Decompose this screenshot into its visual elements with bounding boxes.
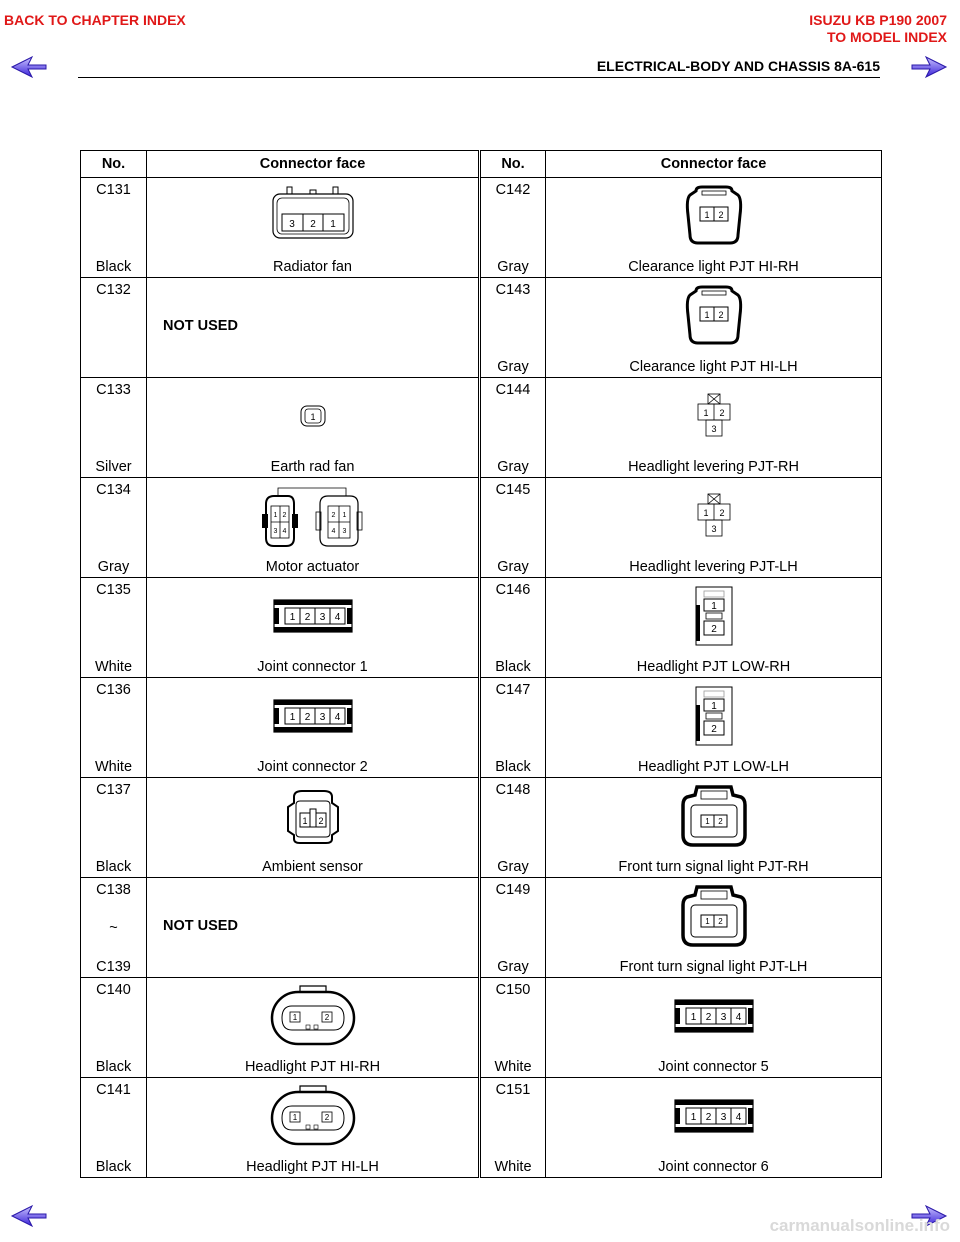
table-row: [81, 878, 882, 978]
svg-text:2: 2: [717, 210, 724, 220]
connector-number-cell: [81, 478, 146, 577]
svg-text:2: 2: [324, 1113, 329, 1122]
svg-text:2: 2: [309, 219, 316, 230]
connector-color: Black: [95, 859, 132, 875]
svg-text:2: 2: [710, 624, 717, 635]
connector-number: C141: [96, 1082, 131, 1098]
svg-text:3: 3: [720, 1112, 726, 1123]
svg-text:1: 1: [329, 219, 336, 230]
connector-number-cell: [81, 1078, 146, 1177]
svg-text:2: 2: [710, 724, 717, 735]
connector-number-cell: [481, 278, 545, 377]
connector-color: White: [494, 1159, 532, 1175]
model-index-link[interactable]: [809, 12, 947, 46]
connector-color: Gray: [497, 959, 529, 975]
connector-3pin-face-icon: [692, 492, 736, 540]
svg-text:4: 4: [735, 1112, 741, 1123]
not-used-label: NOT USED: [163, 318, 238, 334]
connector-color: Gray: [497, 359, 529, 375]
connector-face-cell: [546, 278, 881, 377]
connector-name: Motor actuator: [265, 559, 360, 575]
connector-color: White: [94, 759, 133, 775]
connector-face-cell: [147, 278, 478, 377]
previous-page-arrow-icon[interactable]: [10, 55, 48, 79]
connector-2pin-face-icon: [679, 883, 749, 949]
connector-color: White: [494, 1059, 532, 1075]
connector-name: Clearance light PJT HI-RH: [628, 259, 799, 275]
connector-number-cell: [81, 878, 146, 977]
connector-4pin-face-icon: [672, 1094, 756, 1138]
connector-number: C136: [96, 682, 131, 698]
table-row: [81, 1078, 882, 1178]
connector-number-cell: [481, 378, 545, 477]
connector-2pin-round-face-icon: [268, 1084, 358, 1148]
model-title-line: ISUZU KB P190 2007: [809, 12, 947, 28]
connector-2pin-face-icon: [684, 285, 744, 347]
connector-name: Headlight PJT HI-RH: [244, 1059, 381, 1075]
header-rule: [78, 77, 880, 78]
connector-4pin-pair-face-icon: [258, 484, 368, 548]
connector-number: C142: [495, 182, 531, 198]
connector-name: Joint connector 2: [257, 759, 368, 775]
table-row: [81, 378, 882, 478]
svg-text:3: 3: [319, 712, 325, 723]
connector-number: C132: [96, 282, 131, 298]
svg-text:2: 2: [304, 612, 310, 623]
next-page-arrow-icon[interactable]: [910, 55, 948, 79]
connector-color: Black: [95, 259, 132, 275]
previous-page-arrow-icon[interactable]: [10, 1204, 48, 1228]
svg-text:1: 1: [292, 1113, 297, 1122]
connector-color: Gray: [497, 559, 529, 575]
column-header-no: No.: [480, 151, 546, 178]
connector-color: Gray: [497, 259, 529, 275]
to-model-index-line[interactable]: TO MODEL INDEX: [826, 29, 947, 45]
connector-number-range-end: C139: [96, 959, 131, 975]
connector-face-cell: [147, 578, 478, 677]
connector-name: Earth rad fan: [270, 459, 355, 475]
connector-3pin-face-icon: [267, 186, 359, 246]
not-used-label: NOT USED: [163, 918, 238, 934]
connector-number: C133: [96, 382, 131, 398]
connector-number-cell: [81, 978, 146, 1077]
svg-text:4: 4: [282, 528, 286, 535]
column-header-connector-face: Connector face: [546, 151, 882, 178]
connector-name: Joint connector 1: [257, 659, 368, 675]
table-row: [81, 778, 882, 878]
connector-face-cell: [546, 478, 881, 577]
svg-text:4: 4: [334, 612, 340, 623]
connector-face-cell: [147, 878, 478, 977]
svg-text:2: 2: [331, 512, 335, 519]
connector-number: C151: [495, 1082, 531, 1098]
svg-text:3: 3: [720, 1012, 726, 1023]
svg-text:1: 1: [301, 816, 308, 826]
connector-color: Silver: [95, 459, 132, 475]
connector-name: Radiator fan: [273, 259, 352, 275]
svg-text:3: 3: [342, 528, 346, 535]
connector-number: C145: [495, 482, 531, 498]
connector-number: C131: [96, 182, 131, 198]
connector-number-cell: [81, 678, 146, 777]
connector-name: Headlight levering PJT-RH: [628, 459, 799, 475]
connector-name: Joint connector 5: [658, 1059, 769, 1075]
connector-face-cell: [546, 978, 881, 1077]
svg-text:3: 3: [710, 524, 717, 534]
connector-4pin-face-icon: [271, 694, 355, 738]
connector-2pin-vertical-face-icon: [692, 685, 736, 747]
svg-text:1: 1: [289, 712, 295, 723]
connector-name: Headlight PJT HI-LH: [246, 1159, 379, 1175]
connector-number: C137: [96, 782, 131, 798]
connector-face-cell: [147, 378, 478, 477]
connector-face-cell: [147, 178, 478, 277]
svg-text:1: 1: [703, 310, 710, 320]
svg-text:1: 1: [289, 612, 295, 623]
connector-4pin-face-icon: [271, 594, 355, 638]
svg-text:3: 3: [319, 612, 325, 623]
connector-3pin-face-icon: [692, 392, 736, 440]
connector-color: Gray: [497, 459, 529, 475]
connector-2pin-vertical-face-icon: [692, 585, 736, 647]
svg-text:1: 1: [710, 701, 717, 712]
connector-number-cell: [481, 678, 545, 777]
connector-color: Black: [495, 759, 531, 775]
connector-face-cell: [546, 578, 881, 677]
connector-number-cell: [81, 378, 146, 477]
connector-color: Gray: [497, 859, 529, 875]
svg-text:2: 2: [324, 1013, 329, 1022]
connector-color: Gray: [97, 559, 130, 575]
connector-name: Headlight levering PJT-LH: [629, 559, 798, 575]
connector-number-cell: [81, 778, 146, 877]
svg-text:3: 3: [710, 424, 717, 434]
svg-text:4: 4: [334, 712, 340, 723]
connector-number-cell: [481, 778, 545, 877]
connector-name: Front turn signal light PJT-LH: [619, 959, 808, 975]
connector-face-cell: [147, 478, 478, 577]
svg-text:2: 2: [717, 817, 723, 826]
connector-color: White: [94, 659, 133, 675]
svg-text:2: 2: [282, 512, 286, 519]
svg-text:1: 1: [702, 508, 709, 518]
connector-number-cell: [481, 878, 545, 977]
svg-text:2: 2: [718, 408, 725, 418]
connector-face-cell: [546, 178, 881, 277]
table-header-row: [81, 151, 882, 178]
svg-text:3: 3: [273, 528, 277, 535]
watermark: carmanualsonline.info: [769, 1216, 950, 1235]
back-to-chapter-index-link[interactable]: BACK TO CHAPTER INDEX: [4, 12, 186, 28]
svg-text:2: 2: [717, 310, 724, 320]
svg-text:2: 2: [705, 1112, 711, 1123]
connector-number: C143: [495, 282, 531, 298]
connector-face-cell: [147, 1078, 478, 1177]
connector-name: Ambient sensor: [262, 859, 363, 875]
svg-text:2: 2: [717, 917, 723, 926]
svg-text:1: 1: [292, 1013, 297, 1022]
connector-table: [80, 150, 882, 1178]
connector-face-cell: [147, 978, 478, 1077]
connector-2pin-round-face-icon: [268, 984, 358, 1048]
column-header-no: No.: [81, 151, 147, 178]
connector-number-cell: [481, 978, 545, 1077]
svg-text:1: 1: [273, 512, 277, 519]
connector-number: C150: [495, 982, 531, 998]
svg-text:1: 1: [690, 1012, 696, 1023]
connector-number: C149: [495, 882, 531, 898]
connector-face-cell: [546, 678, 881, 777]
page-header-title: ELECTRICAL-BODY AND CHASSIS 8A-615: [596, 58, 880, 74]
connector-4pin-face-icon: [672, 994, 756, 1038]
svg-text:1: 1: [702, 408, 709, 418]
connector-face-cell: [147, 678, 478, 777]
connector-1pin-face-icon: [298, 401, 328, 431]
connector-name: Joint connector 6: [658, 1159, 769, 1175]
connector-name: Front turn signal light PJT-RH: [618, 859, 809, 875]
table-row: [81, 578, 882, 678]
svg-text:1: 1: [703, 210, 710, 220]
connector-number: C138: [96, 882, 131, 898]
connector-face-cell: [147, 778, 478, 877]
connector-number-cell: [81, 278, 146, 377]
connector-number: C148: [495, 782, 531, 798]
connector-range-separator: ~: [109, 920, 118, 936]
connector-number: C144: [495, 382, 531, 398]
svg-text:1: 1: [690, 1112, 696, 1123]
connector-name: Clearance light PJT HI-LH: [629, 359, 798, 375]
connector-number: C140: [96, 982, 131, 998]
connector-color: Black: [495, 659, 531, 675]
svg-text:2: 2: [705, 1012, 711, 1023]
connector-number-cell: [481, 178, 545, 277]
svg-text:2: 2: [317, 816, 324, 826]
connector-face-cell: [546, 778, 881, 877]
connector-number: C147: [495, 682, 531, 698]
svg-text:3: 3: [288, 219, 295, 230]
table-row: [81, 478, 882, 578]
connector-2pin-face-icon: [684, 185, 744, 247]
connector-number: C134: [96, 482, 131, 498]
connector-number-cell: [81, 578, 146, 677]
connector-face-cell: [546, 878, 881, 977]
connector-face-cell: [546, 1078, 881, 1177]
svg-text:4: 4: [331, 528, 335, 535]
table-row: [81, 278, 882, 378]
svg-text:4: 4: [735, 1012, 741, 1023]
connector-color: Black: [95, 1159, 132, 1175]
svg-text:1: 1: [710, 601, 717, 612]
svg-text:2: 2: [718, 508, 725, 518]
connector-number: C146: [495, 582, 531, 598]
connector-name: Headlight PJT LOW-RH: [636, 659, 791, 675]
connector-2pin-face-icon: [282, 787, 344, 845]
svg-text:2: 2: [304, 712, 310, 723]
connector-number-cell: [481, 578, 545, 677]
connector-2pin-face-icon: [679, 783, 749, 849]
connector-number-cell: [81, 178, 146, 277]
connector-number-cell: [481, 478, 545, 577]
connector-name: Headlight PJT LOW-LH: [638, 759, 789, 775]
connector-number: C135: [96, 582, 131, 598]
table-row: [81, 678, 882, 778]
svg-text:1: 1: [704, 917, 710, 926]
svg-text:1: 1: [309, 412, 316, 422]
connector-number-cell: [481, 1078, 545, 1177]
table-row: [81, 978, 882, 1078]
svg-text:1: 1: [342, 512, 346, 519]
connector-color: Black: [95, 1059, 132, 1075]
column-header-connector-face: Connector face: [147, 151, 480, 178]
connector-face-cell: [546, 378, 881, 477]
table-row: [81, 178, 882, 278]
svg-text:1: 1: [704, 817, 710, 826]
